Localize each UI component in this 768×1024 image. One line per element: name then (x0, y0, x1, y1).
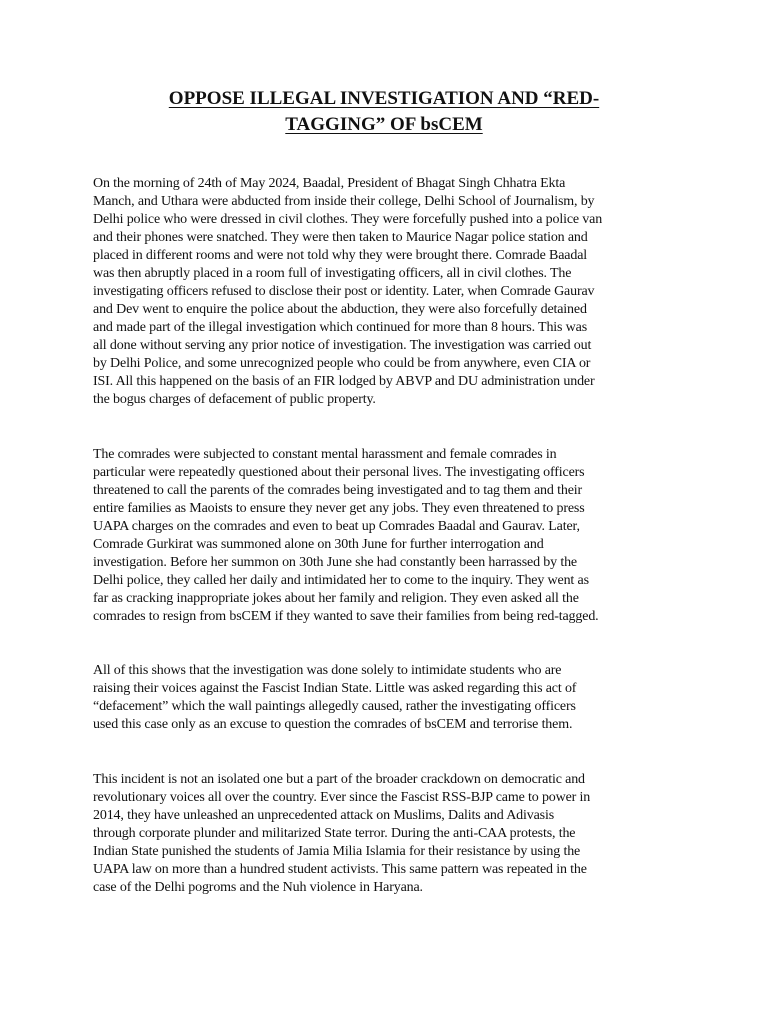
text-line: “defacement” which the wall paintings allegedly caused, rather the investigating officers (93, 699, 576, 714)
text-line: UAPA charges on the comrades and even to beat up Comrades Baadal and Gaurav. Later, (93, 519, 580, 534)
text-line: used this case only as an excuse to question the comrades of bsCEM and terrorise them. (93, 717, 573, 732)
text-line: far as cracking inappropriate jokes about her family and religion. They even asked all the (93, 591, 579, 606)
text-line: entire families as Maoists to ensure they never get any jobs. They even threatened to press (93, 501, 585, 516)
text-line: On the morning of 24th of May 2024, Baadal, President of Bhagat Singh Chhatra Ekta (93, 176, 566, 191)
title-line: OPPOSE ILLEGAL INVESTIGATION AND “RED- (168, 88, 600, 109)
text-line: was then abruptly placed in a room full of investigating officers, all in civil clothes. The (93, 266, 572, 281)
paragraph-abduction (93, 175, 683, 409)
text-line: revolutionary voices all over the country. Ever since the Fascist RSS-BJP came to power in (93, 790, 591, 805)
text-line: the bogus charges of defacement of public property. (93, 392, 376, 407)
text-line: 2014, they have unleashed an unprecedented attack on Muslims, Dalits and Adivasis (93, 808, 555, 823)
text-line: particular were repeatedly questioned about their personal lives. The investigating officers (93, 465, 585, 480)
text-line: investigating officers refused to disclose their post or identity. Later, when Comrade Gaurav (93, 284, 595, 299)
text-line: threatened to call the parents of the comrades being investigated and to tag them and their (93, 483, 583, 498)
text-line: all done without serving any prior notice of investigation. The investigation was carried out (93, 338, 592, 353)
text-line: and made part of the illegal investigation which continued for more than 8 hours. This was (93, 320, 588, 335)
text-line: Delhi police who were dressed in civil clothes. They were forcefully pushed into a police van (93, 212, 603, 227)
text-line: Delhi police, they called her daily and intimidated her to come to the inquiry. They went as (93, 573, 589, 588)
text-line: Comrade Gurkirat was summoned alone on 30th June for further interrogation and (93, 537, 544, 552)
document-title (0, 86, 768, 138)
paragraph-harassment (93, 446, 683, 626)
text-line: The comrades were subjected to constant mental harassment and female comrades in (93, 447, 557, 462)
text-line: placed in different rooms and were not told why they were brought there. Comrade Baadal (93, 248, 588, 263)
text-line: Manch, and Uthara were abducted from inside their college, Delhi School of Journalism, by (93, 194, 595, 209)
text-line: and Dev went to enquire the police about the abduction, they were also forcefully detained (93, 302, 587, 317)
text-line: investigation. Before her summon on 30th June she had constantly been harrassed by the (93, 555, 577, 570)
paragraph-intimidation (93, 662, 683, 734)
text-line: case of the Delhi pogroms and the Nuh violence in Haryana. (93, 880, 423, 895)
text-line: and their phones were snatched. They were then taken to Maurice Nagar police station and (93, 230, 588, 245)
text-line: by Delhi Police, and some unrecognized people who could be from anywhere, even CIA or (93, 356, 591, 371)
text-line: Indian State punished the students of Jamia Milia Islamia for their resistance by using the (93, 844, 581, 859)
text-line: through corporate plunder and militarized State terror. During the anti-CAA protests, the (93, 826, 576, 841)
text-line: This incident is not an isolated one but a part of the broader crackdown on democratic and (93, 772, 585, 787)
text-line: ISI. All this happened on the basis of an FIR lodged by ABVP and DU administration under (93, 374, 595, 389)
text-line: raising their voices against the Fascist Indian State. Little was asked regarding this act of (93, 681, 577, 696)
title-line: TAGGING” OF bsCEM (285, 114, 483, 135)
paragraph-crackdown (93, 771, 683, 897)
text-line: comrades to resign from bsCEM if they wanted to save their families from being red-tagged. (93, 609, 599, 624)
text-line: UAPA law on more than a hundred student activists. This same pattern was repeated in the (93, 862, 587, 877)
text-line: All of this shows that the investigation was done solely to intimidate students who are (93, 663, 562, 678)
